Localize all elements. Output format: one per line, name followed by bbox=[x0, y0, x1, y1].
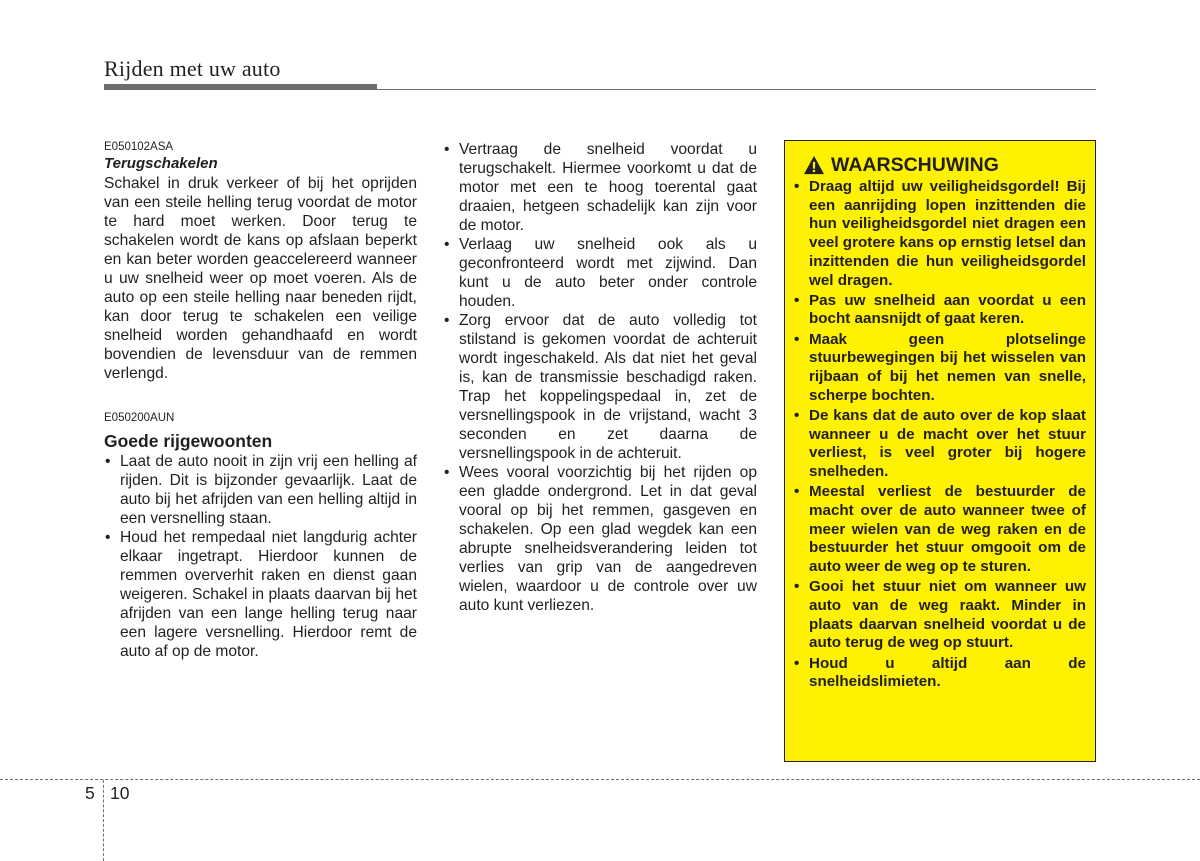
bullet-list bbox=[104, 452, 417, 661]
list-item: • Wees vooral voorzichtig bij het rijden op een gladde ondergrond. Let in dat geval vooral op bij het remmen, gasgeven en schakelen. Op een glad wegdek kan een abrupte snelheidsverandering leiden tot verlies van grip van de aangedreven wielen, waardoor u de controle over uw auto kunt verliezen. bbox=[443, 463, 757, 615]
list-item: • Laat de auto nooit in zijn vrij een helling af rijden. Dit is bijzonder gevaarlijk. Laat de auto bij het afrijden van een helling altijd in een versnelling staan. bbox=[104, 452, 417, 528]
section-code: E050102ASA bbox=[104, 141, 174, 153]
section-code: E050200AUN bbox=[104, 412, 175, 424]
bullet-list bbox=[443, 140, 757, 615]
footer-vertical-divider bbox=[103, 780, 104, 861]
middle-column bbox=[443, 140, 757, 615]
list-item: • Vertraag de snelheid voordat u terugschakelt. Hiermee voorkomt u dat de motor met een te hoog toerental gaat draaien, hetgeen schadelijk kan zijn voor de motor. bbox=[443, 140, 757, 235]
page-header-title: Rijden met uw auto bbox=[104, 56, 281, 81]
section-heading-goede-rijgewoonten: Goede rijgewoonten bbox=[104, 431, 273, 451]
warning-triangle-icon bbox=[803, 155, 825, 175]
section-heading-terugschakelen: Terugschakelen bbox=[104, 155, 218, 172]
list-item: • Houd het rempedaal niet langdurig achter elkaar ingetrapt. Hierdoor kunnen de remmen oververhit raken en dienst gaan weigeren. Schakel in plaats daarvan bij het afrijden van een lange helling terug naar een lagere versnelling. Hierdoor remt de auto af op de motor. bbox=[104, 528, 417, 661]
warning-title: WAARSCHUWING bbox=[831, 154, 999, 176]
list-item: • Verlaag uw snelheid ook als u geconfronteerd wordt met zijwind. Dan kunt u de auto beter onder controle houden. bbox=[443, 235, 757, 311]
warning-item: • Houd u altijd aan de snelheidslimieten. bbox=[793, 655, 1086, 692]
footer-divider bbox=[0, 779, 1200, 780]
warning-item: • Pas uw snelheid aan voordat u een bocht aansnijdt of gaat keren. bbox=[793, 292, 1086, 329]
warning-box bbox=[784, 140, 1096, 762]
warning-item: • Meestal verliest de bestuurder de macht over de auto wanneer twee of meer wielen van de weg raken en de bestuurder het stuur omgooit om de auto weer de weg op te sturen. bbox=[793, 483, 1086, 577]
warning-item: • Gooi het stuur niet om wanneer uw auto van de weg raakt. Minder in plaats daarvan snelheid voordat u de auto terug de weg op stuurt. bbox=[793, 578, 1086, 653]
header-rule-thin bbox=[104, 89, 1096, 90]
section-body: Schakel in druk verkeer of bij het oprijden van een steile helling terug voordat de motor te hard moet werken. Door terug te schakelen wordt de kans op afslaan beperkt en kan beter worden geaccelereerd wanneer u uw snelheid weer op moet voeren. Als de auto op een steile helling naar beneden rijdt, kan door terug te schakelen een veilige snelheid worden gehandhaafd en wordt bovendien de levensduur van de remmen verlengd. bbox=[104, 175, 417, 382]
warning-header bbox=[803, 153, 1086, 177]
left-column bbox=[104, 140, 417, 661]
page-number: 10 bbox=[110, 783, 130, 803]
chapter-number: 5 bbox=[85, 783, 95, 803]
list-item: • Zorg ervoor dat de auto volledig tot stilstand is gekomen voordat de achteruit wordt ingeschakeld. Als dat niet het geval is, kan de transmissie beschadigd raken. Trap het koppelingspedaal in, zet de versnellingspook in de vrijstand, wacht 3 seconden en zet daarna de versnellingspook in de achteruit. bbox=[443, 311, 757, 463]
warning-item: • De kans dat de auto over de kop slaat wanneer u de macht over het stuur verliest, is veel groter bij hogere snelheden. bbox=[793, 407, 1086, 482]
warning-item: • Draag altijd uw veiligheidsgordel! Bij een aanrijding lopen inzittenden die hun veiligheidsgordel niet dragen een veel grotere kans op ernstig letsel dan inzittenden die hun veiligheidsgordel wel dragen. bbox=[793, 178, 1086, 290]
warning-list bbox=[793, 178, 1086, 692]
warning-item: • Maak geen plotselinge stuurbewegingen bij het wisselen van rijbaan of bij het nemen van snelle, scherpe bochten. bbox=[793, 331, 1086, 406]
